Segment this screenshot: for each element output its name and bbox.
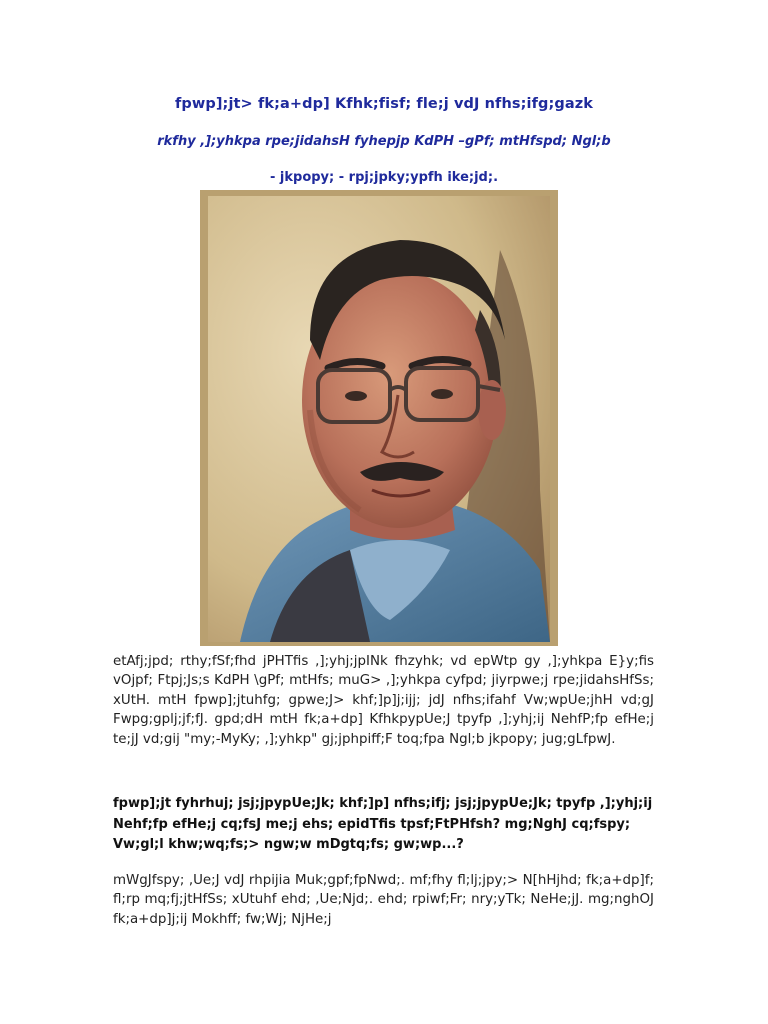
portrait-photo xyxy=(200,190,558,646)
document-subtitle: rkfhy ,];yhkpa rpe;jidahsH fyhepjp KdPH –gPf; mtHfspd; Ngl;b xyxy=(157,134,611,149)
portrait-illustration xyxy=(200,190,558,646)
interview-question: fpwp];jt fyhrhuj; jsj;jpypUe;Jk; khf;]p] nfhs;ifj; jsj;jpypUe;Jk; tpyfp ,];yhj;ij Nehf;fp efHe;j cq;fsJ me;j ehs; epidTfis tpsf;FtPHfsh? mg;NghJ cq;fspy; Vw;gl;l khw;wq;fs;> ngw;w mDgtq;fs; gw;wp...? xyxy=(113,796,653,852)
body-paragraph-1: etAfj;jpd; rthy;fSf;fhd jPHTfis ,];yhj;jpINk fhzyhk; vd epWtp gy ,];yhkpa E}y;fis vOjpf; Ftpj;Js;s KdPH \gPf; mtHfs; muG> ,];yhkpa cyfpd; jiyrpwe;j rpe;jidahsHfSs; xUtH. mtH fpwp];jtuhfg; gpwe;J> khf;]p]j;ijj; jdJ nfhs;ifahf Vw;wpUe;jhH vd;gJ Fwpg;gplj;jf;fJ. gpd;dH mtH fk;a+dp] KfhkpypUe;J tpyfp ,];yhj;ij NehfP;fp efHe;j te;jJ vd;gij "my;-MyKy; ,];yhkp" gj;jphpiff;F toq;fpa Ngl;b jkpopy; jug;gLfpwJ. xyxy=(113,654,654,747)
document-title: fpwp];jt> fk;a+dp] Kfhk;fisf; fle;j vdJ nfhs;ifg;gazk xyxy=(174,96,594,112)
body-paragraph-3: mWgJfspy; ,Ue;J vdJ rhpijia Muk;gpf;fpNwd;. mf;fhy fl;lj;jpy;> N[hHjhd; fk;a+dp]f; fl;rp mq;fj;jtHfSs; xUtuhf ehd; ,Ue;Njd;. ehd; rpiwf;Fr; nry;yTk; NeHe;jJ. mg;nghOJ fk;a+dp]j;ij Mokhff; fw;Wj; NjHe;j xyxy=(113,873,654,927)
author-line: - jkpopy; - rpj;jpky;ypfh ike;jd;. xyxy=(269,170,499,185)
